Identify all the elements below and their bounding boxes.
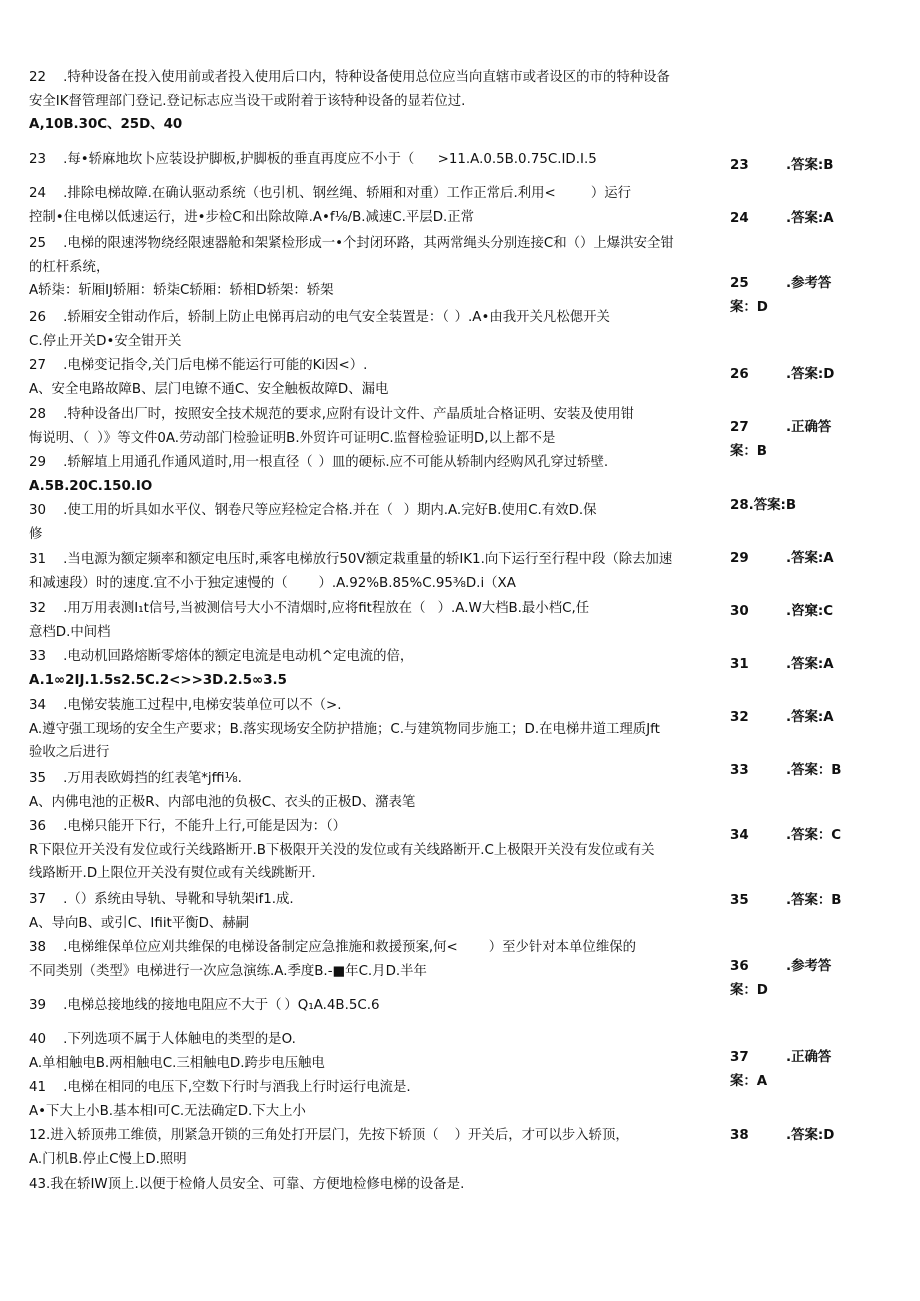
question-options: R下限位开关没有发位或行关线路断开.B下极限开关没的发位或有关线路断开.C上极限开关没有发位或有关	[29, 842, 655, 858]
question-line: 39 .电梯总接地线的接地电阻应不大于（ ）Q₁A.4B.5C.6	[29, 998, 380, 1013]
question-38	[29, 936, 719, 983]
question-35	[29, 767, 719, 814]
question-options: A•下大上小B.基本相I可C.无法确定D.下大上小	[29, 1103, 306, 1119]
question-line: 22 .特种设备在投入使用前或者投入使用后口内，特种设备使用总位应当向直辖市或者设区的市的特种设备	[29, 70, 670, 85]
question-26	[29, 306, 719, 353]
answer-text: 案：B	[730, 444, 767, 459]
question-30	[29, 499, 719, 546]
answer-24	[730, 207, 850, 231]
question-line: 不同类别（类型》电梯进行一次应急演练.A.季度B.-■年C.月D.半年	[29, 963, 427, 979]
answer-37	[730, 1046, 850, 1094]
answer-number: 37	[730, 1050, 749, 1065]
question-line: 31 .当电源为额定频率和额定电压时,乘客电梯放行50V额定栽重量的轿IK1.向下运行至行程中段（除去加速	[29, 552, 673, 567]
answer-text: .答案:B	[786, 158, 834, 173]
question-options: A轿柒：斩厢IJ轿厢：轿柒C轿厢：轿相D轿架：轿架	[29, 283, 334, 298]
answer-text: .答案:A	[786, 710, 834, 725]
question-options: A、安全电路故障B、层门电镣不通C、安全触板故障D、漏电	[29, 381, 389, 397]
answer-text: .答案:D	[786, 1128, 835, 1143]
answer-text: .参考答	[786, 276, 832, 291]
question-23	[29, 148, 719, 172]
question-32	[29, 597, 719, 644]
question-line: 安全IK督管理部门登记.登记标志应当设干或附着于该特种设备的显若位过.	[29, 93, 466, 109]
answer-text: 案：D	[730, 300, 768, 315]
question-options: 线路断开.D上限位开关没有熨位或有关线跳断开.	[29, 866, 316, 881]
answer-number: 38	[730, 1128, 749, 1143]
answer-text: .答案：B	[786, 763, 842, 778]
question-42	[29, 1124, 719, 1171]
answer-34	[730, 824, 850, 848]
question-options: A.遵守强工现场的安全生产要求；B.落实现场安全防护措施；C.与建筑物同步施工；D.在电梯井道工理质Jft	[29, 721, 660, 737]
answer-number: 29	[730, 551, 749, 566]
question-line: 30 .使工用的圻具如水平仪、钢卷尺等应羟检定合格.并在（ ）期内.A.完好B.使用C.有效D.保	[29, 503, 597, 518]
question-line: 27 .电梯变记指令,关门后电梯不能运行可能的Ki因<）.	[29, 358, 368, 373]
answer-35	[730, 889, 850, 913]
answer-number: 26	[730, 367, 749, 382]
question-options: A,10B.30C、25D、40	[29, 117, 183, 132]
answer-32	[730, 706, 850, 730]
question-line: 35 .万用表欧姆挡的红表笔*jffi⅛.	[29, 771, 242, 786]
answer-text: .参考答	[786, 959, 832, 974]
question-line: 28 .特种设备出厂时，按照安全技术规范的要求,应附有设计文件、产晶质址合格证明、安装及使用钳	[29, 407, 634, 422]
question-options: A.5B.20C.150.IO	[29, 478, 153, 494]
question-24	[29, 182, 719, 229]
answer-text: 案：D	[730, 983, 768, 998]
answer-30	[730, 600, 850, 624]
answer-number: 33	[730, 763, 749, 778]
answer-number: 27	[730, 420, 749, 435]
question-line: 40 .下列选项不属于人体触电的类型的是O.	[29, 1032, 296, 1047]
question-options: A.1∞2IJ.1.5s2.5C.2<>>3D.2.5∞3.5	[29, 672, 287, 688]
question-line: 23 .每•轿麻地坎卜应装设护脚板,护脚板的垂直再度应不小于（ >11.A.0.5B.0.75C.ID.I.5	[29, 152, 597, 167]
question-40	[29, 1028, 719, 1075]
question-line: 34 .电悌安装施工过程中,电梯安装单位可以不（>.	[29, 698, 342, 713]
answer-26	[730, 363, 850, 387]
question-options: A.门机B.停止C慢上D.照明	[29, 1151, 187, 1167]
question-line: 意档D.中间档	[29, 624, 111, 640]
answer-text: .答案：B	[786, 893, 842, 908]
answer-text: .答案:A	[786, 211, 834, 226]
question-line: 38 .电梯维保单位应刈共维保的电梯设备制定应急推施和救援预案,何< ）至少针对本单位维保的	[29, 940, 636, 955]
question-options: A、内佛电池的正极R、内部电池的负极C、衣头的正极D、潴表笔	[29, 794, 416, 810]
answer-number: 34	[730, 828, 749, 843]
question-line: 43.我在轿IW顶上.以便于检脩人员安全、可靠、方便地检修电梯的设备是.	[29, 1177, 465, 1192]
question-37	[29, 888, 719, 935]
answer-number: 31	[730, 657, 749, 672]
answer-36	[730, 955, 850, 1003]
answer-number: 32	[730, 710, 749, 725]
question-36	[29, 815, 719, 886]
question-29	[29, 451, 719, 498]
question-line: 的杠杆系统，	[29, 259, 110, 275]
answer-38	[730, 1124, 850, 1148]
answer-text: .答案：C	[786, 828, 842, 843]
answer-number: 23	[730, 158, 749, 173]
question-options: A、导向B、或引C、Ifiit平衡D、赫嗣	[29, 915, 250, 931]
answer-number: 35	[730, 893, 749, 908]
answer-text: .答案:A	[786, 657, 834, 672]
question-28	[29, 403, 719, 450]
answer-23	[730, 154, 850, 178]
question-options: A.单相触电B.两相触电C.三相触电D.跨步电压触电	[29, 1055, 325, 1071]
question-27	[29, 354, 719, 401]
question-line: 29 .轿解埴上用通孔作通风道时,用一根直径（ ）皿的硬标.应不可能从轿制内经购风孔穿过轿壁.	[29, 455, 609, 470]
answer-25	[730, 272, 850, 320]
question-line: 修	[29, 526, 43, 542]
answer-text: 案：A	[730, 1074, 768, 1089]
answer-28	[730, 494, 850, 518]
question-line: 37 .（）系统由导轨、导靴和导轨架if1.成.	[29, 892, 294, 907]
question-31	[29, 548, 719, 595]
answer-number: 30	[730, 604, 749, 619]
question-line: 悔说明、（ ）》等文件0A.劳动部门检验证明B.外贸许可证明C.监督检验证明D,以上都不是	[29, 430, 556, 446]
answer-text: 28.答案:B	[730, 498, 797, 513]
answer-text: .正确答	[786, 420, 832, 435]
answer-number: 36	[730, 959, 749, 974]
answer-text: .正确答	[786, 1050, 832, 1065]
answer-31	[730, 653, 850, 677]
answer-27	[730, 416, 850, 464]
question-line: 26 .轿厢安全钳动作后，轿制上防止电悌再启动的电气安全装置是：（ ）.A•由我开关凡松偲开关	[29, 310, 610, 325]
answer-text: .答案:A	[786, 551, 834, 566]
question-34	[29, 694, 719, 765]
question-line: 25 .电梯的限速涔物绕经限速器舱和架紧检形成一•个封闭环路，其两常绳头分别连接C和（）上爆洪安全钳	[29, 236, 674, 251]
question-options: C.停止开关D•安全钳开关	[29, 333, 182, 349]
question-line: 和减速段）时的速度.宜不小于独定速慢的（ ）.A.92%B.85%C.95⅜D.i（XA	[29, 575, 516, 591]
question-43	[29, 1173, 719, 1197]
answer-33	[730, 759, 850, 783]
question-line: 33 .电动机回路熔断零熔体的额定电流是电动机^定电流的倍，	[29, 649, 414, 664]
answer-text: .答案:D	[786, 367, 835, 382]
question-line: 验收之后进行	[29, 745, 110, 760]
question-line: 控制•住电梯以低速运行，进•步检C和出除故障.A•f⅛/B.减速C.平层D.正常	[29, 209, 475, 225]
question-33	[29, 645, 719, 692]
answer-number: 24	[730, 211, 749, 226]
question-22	[29, 66, 719, 137]
question-39	[29, 994, 719, 1018]
answer-text: .咨窠:C	[786, 604, 834, 619]
answer-29	[730, 547, 850, 571]
question-25	[29, 232, 719, 303]
question-line: 24 .排除电梯故障.在确认驱动系统（也引机、钢丝绳、轿厢和对重）工作正常后.利用< ）运行	[29, 186, 632, 201]
question-line: 32 .用万用表测I₁t信号,当被测信号大小不清烟时,应将fit程放在（ ）.A.W大档B.最小档C,任	[29, 601, 590, 616]
question-line: 36 .电梯只能开下行，不能升上行,可能是因为：（）	[29, 819, 347, 834]
answer-number: 25	[730, 276, 749, 291]
question-line: 12.进入轿顶弗工维偾，刖紧急开锁的三角处打开层门，先按下轿顶（ ）开关后，才可以步入轿顶，	[29, 1128, 629, 1143]
question-41	[29, 1076, 719, 1123]
question-line: 41 .电梯在相同的电压下,空数下行时与酒我上行时运行电流是.	[29, 1080, 411, 1095]
